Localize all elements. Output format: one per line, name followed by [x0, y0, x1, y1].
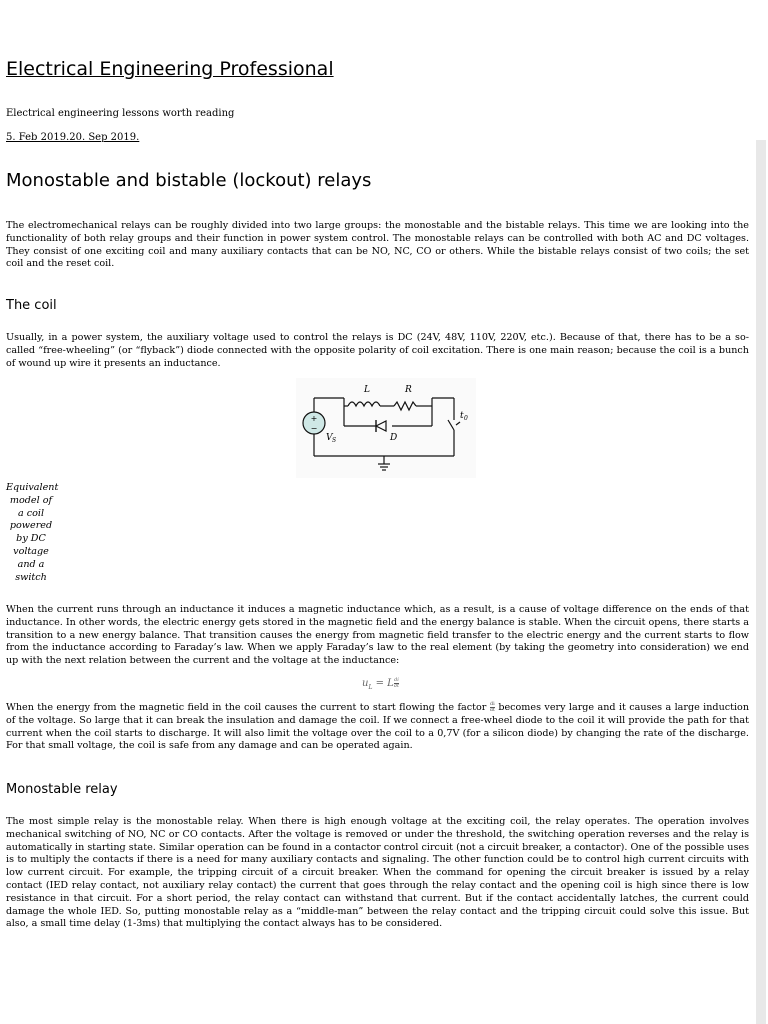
- coil-p3-part-b: becomes very large and it causes a large induction of the voltage. So large that it can break the insulation and damage the coil. If we connect a free-wheel diode to the coil it will provide the path for that current when the coil starts to discharge. It will also limit the voltage over the coil to a 0,7V (for a silicon diode) by changing the rate of the discharge. For that small voltage, the coil is safe from any damage and can be operated again.: [6, 702, 749, 752]
- circuit-diagram: [296, 378, 476, 478]
- coil-paragraph-3: [6, 702, 749, 753]
- monostable-heading: Monostable relay: [6, 782, 118, 797]
- scrollbar[interactable]: [756, 140, 766, 1024]
- formula-eq: = L: [372, 678, 394, 689]
- intro-paragraph: The electromechanical relays can be roughly divided into two large groups: the monostable and the bistable relays. This time we are looking into the functionality of both relay groups and their function in power system control. The monostable relays can be controlled with both AC and DC voltages. They consist of one exciting coil and many auxiliary contacts that can be NO, NC, CO or others. While the bistable relays consist of two coils; the set coil and the reset coil.: [6, 220, 749, 270]
- svg-text:−: −: [310, 424, 318, 433]
- label-t0-sub: 0: [464, 415, 468, 422]
- formula-num: di: [394, 677, 399, 683]
- figure-caption: Equivalent model of a coil powered by DC voltage and a switch: [6, 482, 59, 583]
- formula-lhs: u: [362, 678, 369, 689]
- label-D: D: [390, 433, 398, 443]
- formula-den: dt: [393, 683, 400, 689]
- label-R: R: [405, 385, 412, 395]
- svg-text:+: +: [310, 414, 318, 423]
- label-vs-sub: S: [332, 437, 337, 444]
- coil-heading: The coil: [6, 298, 57, 313]
- post-dates-link[interactable]: 5. Feb 2019.20. Sep 2019.: [6, 132, 140, 143]
- coil-p3-part-a: When the energy from the magnetic field in the coil causes the current to start flowing the factor: [6, 702, 490, 713]
- site-tagline: Electrical engineering lessons worth reading: [6, 108, 235, 119]
- formula-lhs-sub: L: [368, 684, 373, 691]
- label-L: L: [364, 385, 370, 395]
- formula-fraction: [394, 678, 399, 689]
- label-t0: t: [460, 411, 464, 421]
- site-title-link[interactable]: Electrical Engineering Professional: [6, 58, 334, 80]
- label-vs: V: [326, 433, 333, 443]
- inline-num: di: [489, 701, 495, 707]
- inline-den: dt: [489, 707, 495, 713]
- monostable-paragraph-1: The most simple relay is the monostable relay. When there is high enough voltage at the exciting coil, the relay operates. The operation involves mechanical switching of NO, NC or CO contacts. After the voltage is removed or under the threshold, the switching operation reverses and the relay is automatically in starting state. Similar operation can be found in a contactor control circuit (not a circuit breaker, a contactor). One of the possible uses is to multiply the contacts if there is a need for many auxiliary contacts and signaling. The other function could be to control high current circuits with low current circuit. For example, the tripping circuit of a circuit breaker. When the command for opening the circuit breaker is issued by a relay contact (IED relay contact, not auxiliary relay contact) the current that goes through the relay contact and the opening coil is high since there is low resistance in that circuit. For a short period, the relay contact can withstand that current. But if the contact accidentally latches, the current could damage the whole IED. So, putting monostable relay as a “middle-man” between the relay contact and the tripping circuit could solve this issue. But also, a small time delay (1-3ms) that multiplying the contact always has to be considered.: [6, 816, 749, 930]
- coil-paragraph-2: When the current runs through an inductance it induces a magnetic inductance which, as a result, is a cause of voltage difference on the ends of that inductance. In other words, the electric energy gets stored in the magnetic field and the energy balance is stable. When the circuit opens, there starts a transition to a new energy balance. That transition causes the energy from magnetic field transfer to the electric energy and the current starts to flow from the inductance according to Faraday’s law. When we apply Faraday’s law to the real element (by taking the geometry into consideration) we end up with the next relation between the current and the voltage at the inductance:: [6, 604, 749, 667]
- coil-paragraph-1: Usually, in a power system, the auxiliary voltage used to control the relays is DC (24V, 48V, 110V, 220V, etc.). Because of that, there has to be a so-called “free-wheeling” (or “flyback”) diode connected with the opposite polarity of coil excitation. There is one main reason; because the coil is a bunch of wound up wire it presents an inductance.: [6, 332, 749, 369]
- inductance-formula: [362, 678, 399, 691]
- post-title: Monostable and bistable (lockout) relays: [6, 170, 372, 191]
